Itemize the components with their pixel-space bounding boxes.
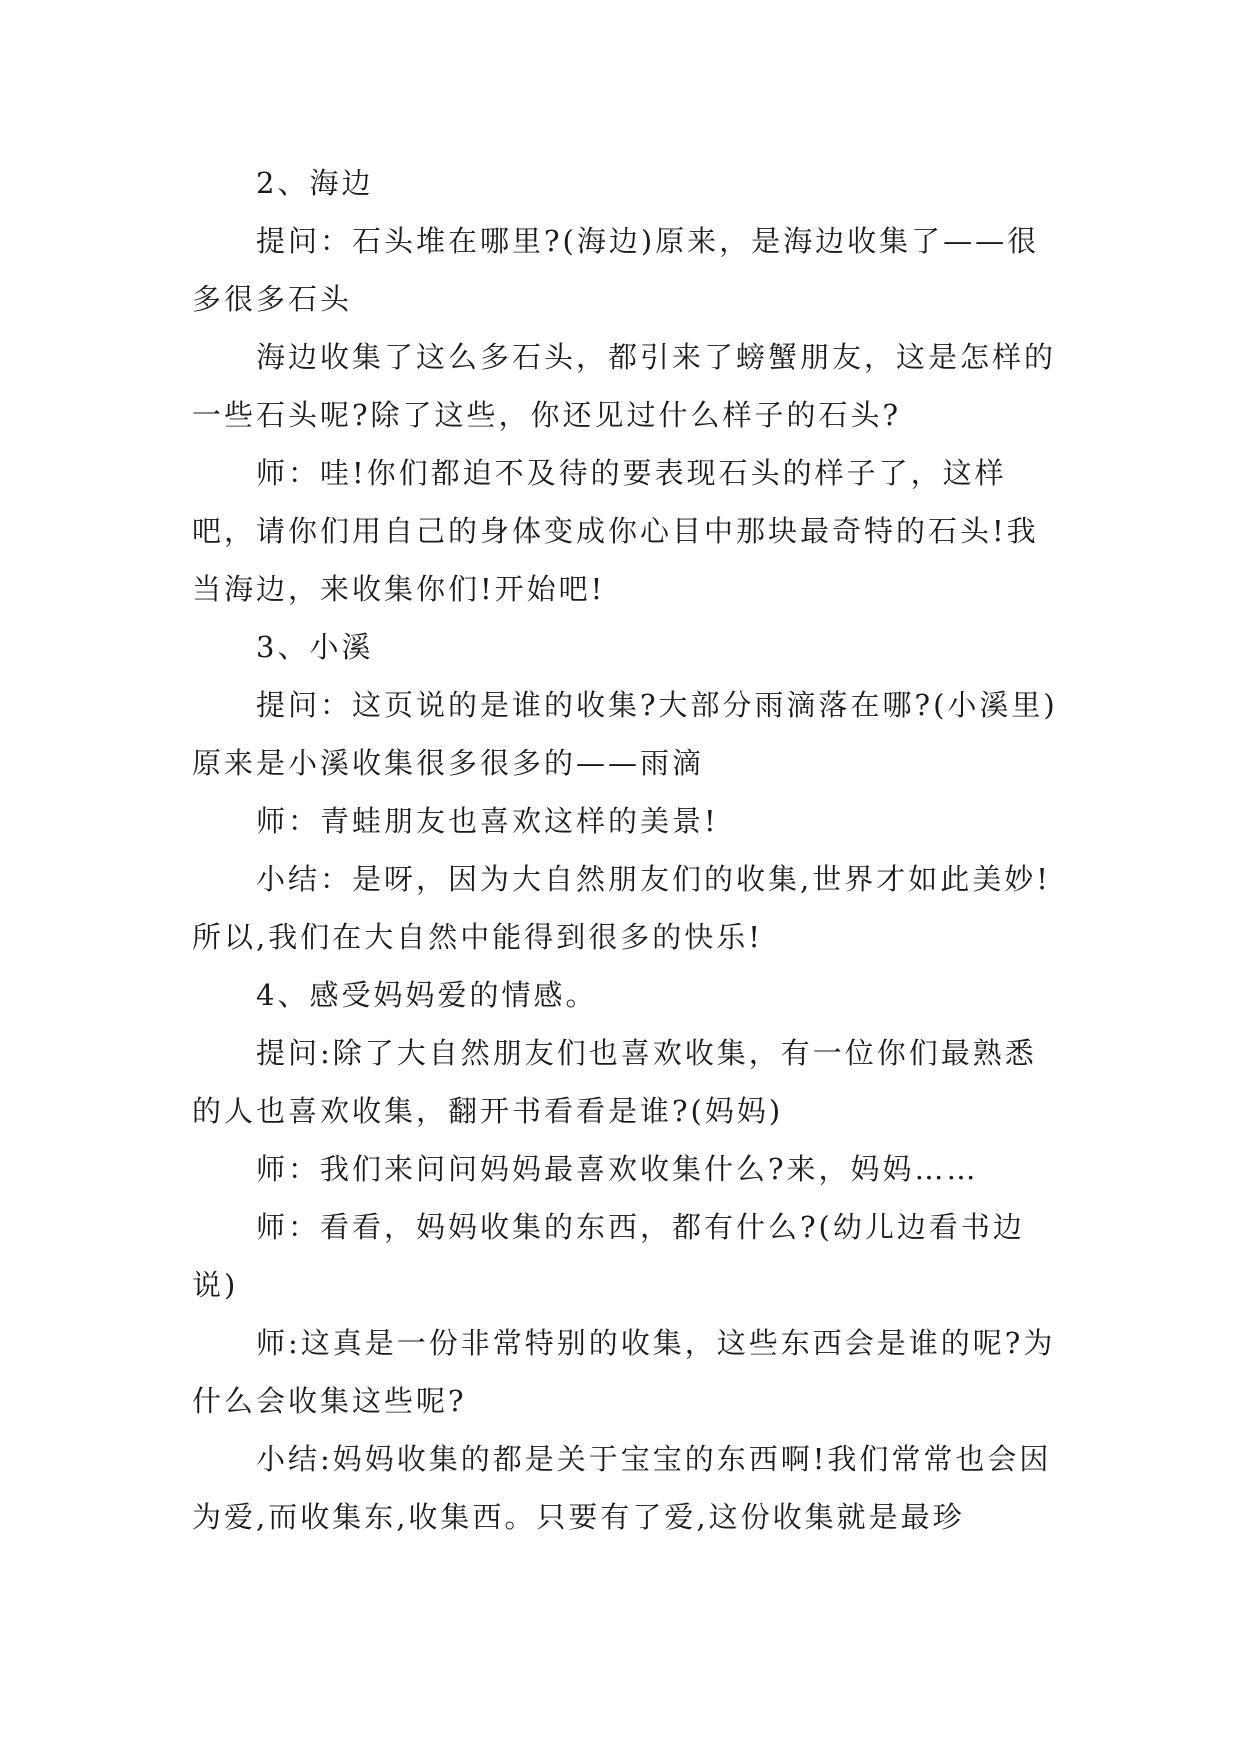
paragraph: 海边收集了这么多石头，都引来了螃蟹朋友，这是怎样的一些石头呢?除了这些，你还见过什么样子的石头? <box>192 340 1057 432</box>
paragraph: 师：哇!你们都迫不及待的要表现石头的样子了，这样吧，请你们用自己的身体变成你心目中那块最奇特的石头!我当海边，来收集你们!开始吧! <box>192 456 1039 606</box>
paragraph: 师：青蛙朋友也喜欢这样的美景! <box>256 804 719 838</box>
paragraph: 提问：这页说的是谁的收集?大部分雨滴落在哪?(小溪里)原来是小溪收集很多很多的——雨滴 <box>192 688 1058 780</box>
paragraph: 师：看看，妈妈收集的东西，都有什么?(幼儿边看书边说) <box>192 1210 1025 1302</box>
paragraph: 师:这真是一份非常特别的收集，这些东西会是谁的呢?为什么会收集这些呢? <box>192 1326 1056 1418</box>
paragraph: 提问：石头堆在哪里?(海边)原来，是海边收集了——很多很多石头 <box>192 224 1040 316</box>
document-body <box>192 154 1064 1546</box>
paragraph: 提问:除了大自然朋友们也喜欢收集，有一位你们最熟悉的人也喜欢收集，翻开书看看是谁?(妈妈) <box>192 1036 1037 1128</box>
paragraph: 小结:妈妈收集的都是关于宝宝的东西啊!我们常常也会因为爱,而收集东,收集西。只要有了爱,这份收集就是最珍 <box>192 1442 1052 1534</box>
heading-seaside: 2、海边 <box>256 166 374 200</box>
heading-stream: 3、小溪 <box>256 630 374 664</box>
paragraph: 师：我们来问问妈妈最喜欢收集什么?来，妈妈…… <box>256 1152 979 1186</box>
heading-mother-love: 4、感受妈妈爱的情感。 <box>256 978 598 1012</box>
paragraph: 小结：是呀，因为大自然朋友们的收集,世界才如此美妙!所以,我们在大自然中能得到很多的快乐! <box>192 862 1051 954</box>
